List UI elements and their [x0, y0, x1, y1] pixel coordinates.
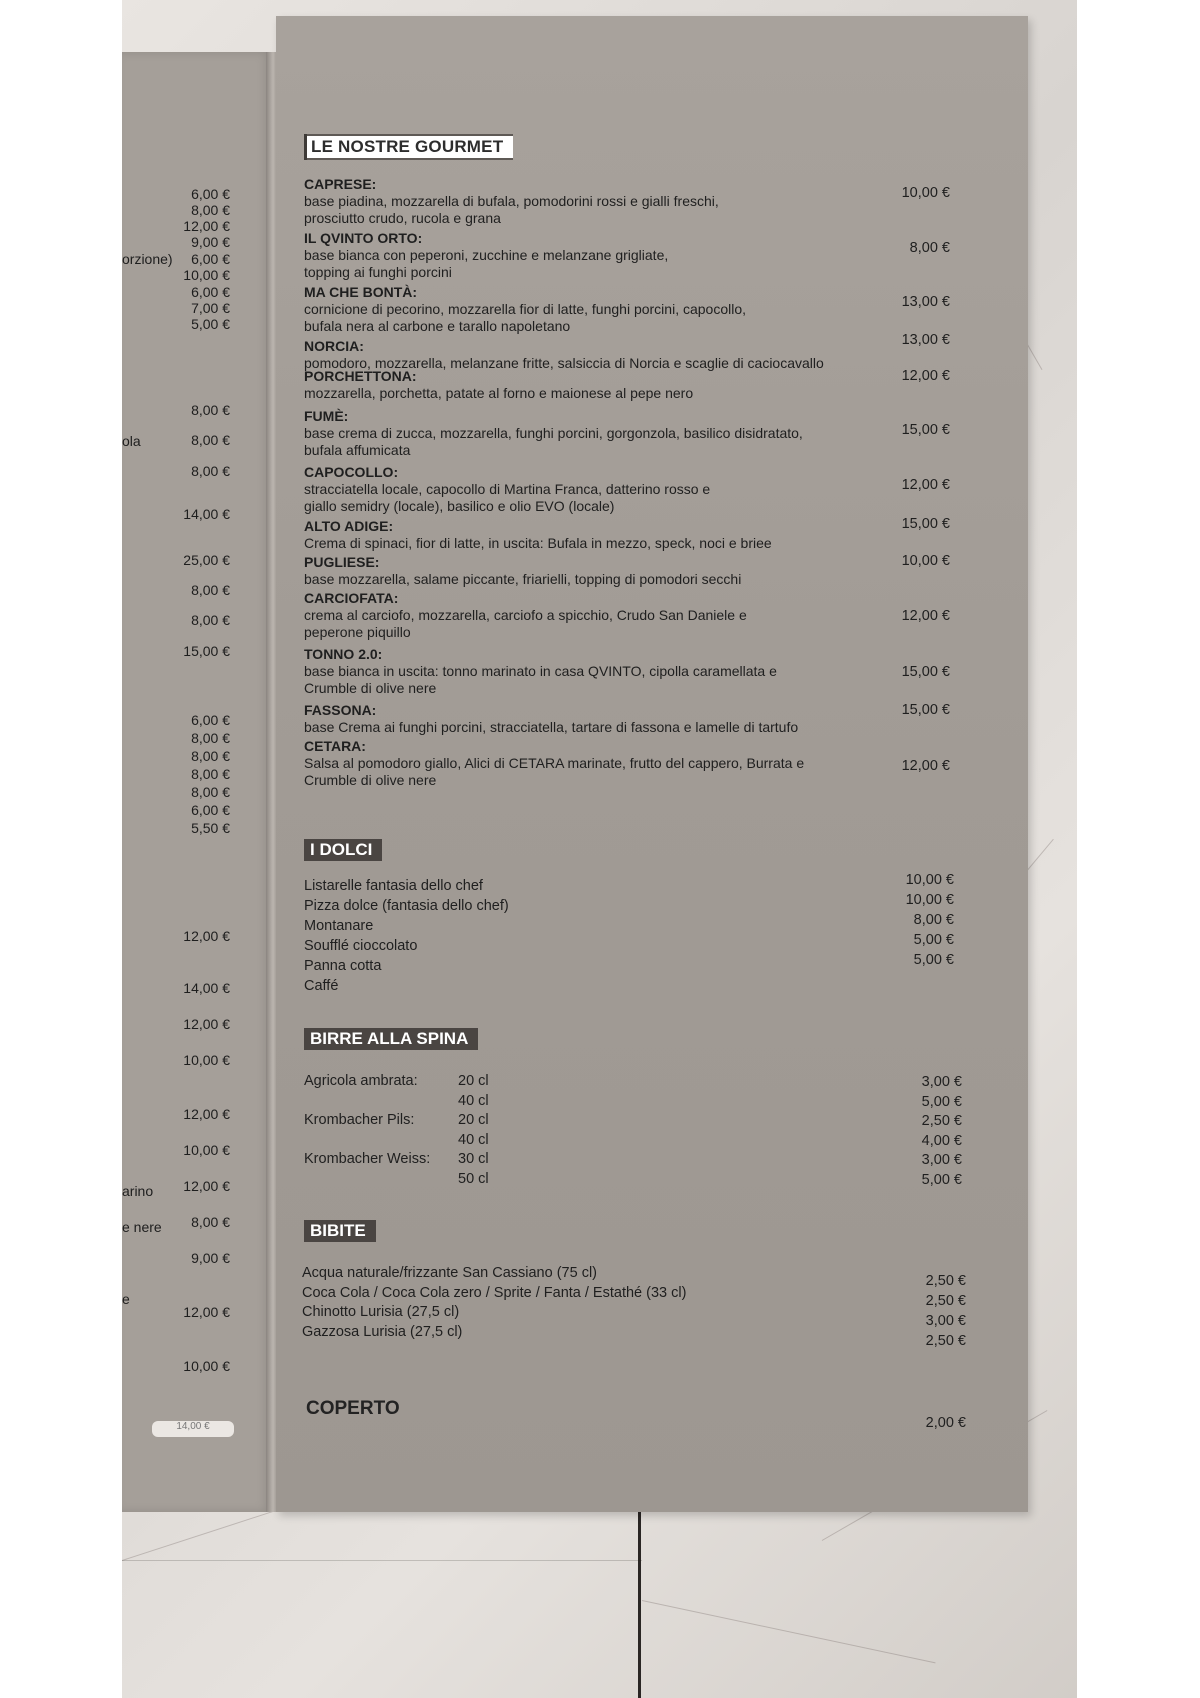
left-fragment: ola: [122, 433, 141, 449]
item-price: 12,00 €: [901, 368, 950, 384]
dessert-name: Listarelle fantasia dello chef: [304, 878, 483, 894]
item-description: pomodoro, mozzarella, melanzane fritte, salsiccia di Norcia e scaglie di caciocavallo: [304, 355, 824, 371]
item-price: 15,00 €: [901, 516, 950, 532]
beer-price: 4,00 €: [921, 1132, 962, 1149]
beer-size: 20 cl: [458, 1112, 489, 1128]
left-fragment: e nere: [122, 1219, 162, 1235]
dessert-name: Soufflé cioccolato: [304, 938, 418, 954]
left-price: 12,00 €: [183, 1106, 230, 1122]
menu-item: [304, 408, 864, 459]
beer-name: Krombacher Weiss:: [304, 1151, 431, 1167]
menu-item: [304, 554, 864, 588]
item-description: base bianca in uscita: tonno marinato in casa QVINTO, cipolla caramellata e: [304, 663, 777, 679]
left-price: 10,00 €: [183, 267, 230, 283]
left-price: 8,00 €: [191, 730, 230, 746]
menu-item: [304, 518, 864, 552]
left-price: 12,00 €: [183, 928, 230, 944]
item-description: prosciutto crudo, rucola e grana: [304, 210, 501, 226]
menu-item: [304, 284, 864, 335]
item-description: bufala affumicata: [304, 442, 411, 458]
item-price: 10,00 €: [901, 553, 950, 569]
drink-name: Gazzosa Lurisia (27,5 cl): [302, 1323, 463, 1340]
left-price: 10,00 €: [183, 1052, 230, 1068]
dessert-price: 10,00 €: [905, 892, 954, 908]
section-title-gourmet: LE NOSTRE GOURMET: [304, 134, 513, 160]
drink-name: Chinotto Lurisia (27,5 cl): [302, 1304, 460, 1320]
beer-size: 50 cl: [458, 1170, 489, 1187]
item-description: stracciatella locale, capocollo di Martina Franca, datterino rosso e: [304, 481, 711, 497]
beer-price: 3,00 €: [921, 1074, 962, 1090]
left-price: 10,00 €: [183, 1358, 230, 1374]
left-price: 12,00 €: [183, 1178, 230, 1194]
left-fragment: e: [122, 1291, 130, 1307]
left-price: 15,00 €: [183, 643, 230, 659]
left-price: 8,00 €: [191, 766, 230, 782]
menu-item: [304, 368, 864, 402]
item-name: PUGLIESE:: [304, 554, 380, 570]
left-price: 14,00 €: [183, 980, 230, 996]
item-description: base piadina, mozzarella di bufala, pomodorini rossi e gialli freschi,: [304, 193, 719, 209]
item-description: base mozzarella, salame piccante, friarielli, topping di pomodori secchi: [304, 571, 742, 587]
item-name: FUMÈ:: [304, 408, 349, 424]
beer-size: 40 cl: [458, 1131, 489, 1148]
dessert-price: 10,00 €: [905, 872, 954, 888]
left-price: 10,00 €: [183, 1142, 230, 1158]
dessert-price: 8,00 €: [913, 912, 954, 928]
left-price: 9,00 €: [191, 1250, 230, 1266]
drink-name: Acqua naturale/frizzante San Cassiano (75 cl): [302, 1265, 597, 1281]
beer-size: 20 cl: [458, 1073, 489, 1089]
left-price: 12,00 €: [183, 1016, 230, 1032]
item-name: ALTO ADIGE:: [304, 518, 394, 534]
left-price: 6,00 €: [191, 284, 230, 300]
left-price: 25,00 €: [183, 552, 230, 568]
item-description: cornicione di pecorino, mozzarella fior di latte, funghi porcini, capocollo,: [304, 301, 747, 317]
coperto-price: 2,00 €: [925, 1415, 966, 1431]
item-price: 10,00 €: [901, 185, 950, 201]
left-price: 8,00 €: [191, 432, 230, 448]
left-price: 9,00 €: [191, 234, 230, 250]
dessert-name: Panna cotta: [304, 958, 382, 974]
left-price: 8,00 €: [191, 748, 230, 764]
item-description: mozzarella, porchetta, patate al forno e maionese al pepe nero: [304, 385, 694, 401]
item-name: CARCIOFATA:: [304, 590, 399, 606]
left-price: 8,00 €: [191, 202, 230, 218]
item-description: peperone piquillo: [304, 624, 411, 640]
left-price: 5,50 €: [191, 820, 230, 836]
item-name: PORCHETTONA:: [304, 368, 417, 384]
left-price: 6,00 €: [191, 251, 230, 267]
drink-price: 2,50 €: [925, 1333, 966, 1349]
item-name: TONNO 2.0:: [304, 646, 383, 662]
left-fragment: arino: [122, 1183, 154, 1199]
menu-item: [304, 590, 864, 641]
item-description: Crema di spinaci, fior di latte, in uscita: Bufala in mezzo, speck, noci e briee: [304, 535, 772, 551]
section-title-bibite: BIBITE: [304, 1220, 376, 1242]
beer-price: 5,00 €: [921, 1093, 962, 1110]
item-name: CAPOCOLLO:: [304, 464, 399, 480]
price-sticker: 14,00 €: [152, 1421, 234, 1437]
beer-size: 30 cl: [458, 1151, 489, 1167]
left-price: 5,00 €: [191, 316, 230, 332]
beer-price: 5,00 €: [921, 1171, 962, 1188]
item-description: Crumble di olive nere: [304, 772, 437, 788]
item-name: MA CHE BONTÀ:: [304, 284, 418, 300]
beer-price: 2,50 €: [921, 1113, 962, 1129]
item-price: 15,00 €: [901, 422, 950, 438]
item-description: base crema di zucca, mozzarella, funghi porcini, gorgonzola, basilico disidratato,: [304, 425, 803, 441]
item-description: base bianca con peperoni, zucchine e melanzane grigliate,: [304, 247, 669, 263]
item-description: Crumble di olive nere: [304, 680, 437, 696]
item-name: IL QVINTO ORTO:: [304, 230, 423, 246]
dessert-price: 5,00 €: [913, 952, 954, 968]
menu-item: [304, 646, 864, 697]
item-price: 12,00 €: [901, 608, 950, 624]
left-price: 6,00 €: [191, 712, 230, 728]
dessert-name: Caffé: [304, 978, 339, 994]
menu-item: [304, 464, 864, 515]
item-name: CETARA:: [304, 738, 366, 754]
item-description: bufala nera al carbone e tarallo napoletano: [304, 318, 571, 334]
item-description: giallo semidry (locale), basilico e olio EVO (locale): [304, 498, 615, 514]
section-title-dolci: I DOLCI: [304, 839, 382, 861]
item-description: crema al carciofo, mozzarella, carciofo a spicchio, Crudo San Daniele e: [304, 607, 747, 623]
left-price: 12,00 €: [183, 1304, 230, 1320]
left-price: 8,00 €: [191, 582, 230, 598]
item-price: 15,00 €: [901, 702, 950, 718]
left-price: 8,00 €: [191, 1214, 230, 1230]
dessert-name: Montanare: [304, 918, 374, 934]
left-price: 7,00 €: [191, 300, 230, 316]
item-description: Salsa al pomodoro giallo, Alici di CETARA marinate, frutto del cappero, Burrata e: [304, 755, 805, 771]
item-name: NORCIA:: [304, 338, 364, 354]
left-fragment: orzione): [122, 251, 173, 267]
drink-price: 3,00 €: [925, 1313, 966, 1329]
menu-item: [304, 176, 864, 227]
item-description: topping ai funghi porcini: [304, 264, 452, 280]
left-price: 6,00 €: [191, 186, 230, 202]
beer-price: 3,00 €: [921, 1152, 962, 1168]
menu-item: [304, 702, 864, 736]
item-price: 12,00 €: [901, 758, 950, 774]
item-price: 15,00 €: [901, 664, 950, 680]
item-price: 8,00 €: [909, 240, 950, 256]
item-name: CAPRESE:: [304, 176, 377, 192]
drink-name: Coca Cola / Coca Cola zero / Sprite / Fanta / Estathé (33 cl): [302, 1284, 687, 1301]
dessert-name: Pizza dolce (fantasia dello chef): [304, 898, 509, 914]
item-price: 13,00 €: [901, 332, 950, 348]
left-price: 8,00 €: [191, 784, 230, 800]
beer-name: Krombacher Pils:: [304, 1112, 415, 1128]
item-description: base Crema ai funghi porcini, stracciatella, tartare di fassona e lamelle di tartufo: [304, 719, 799, 735]
left-price: 8,00 €: [191, 463, 230, 479]
beer-size: 40 cl: [458, 1092, 489, 1109]
beer-name: Agricola ambrata:: [304, 1073, 418, 1089]
left-price: 14,00 €: [183, 506, 230, 522]
menu-item: [304, 230, 864, 281]
section-title-birre: BIRRE ALLA SPINA: [304, 1028, 478, 1050]
drink-price: 2,50 €: [925, 1293, 966, 1309]
section-title-coperto: COPERTO: [306, 1398, 400, 1419]
menu-item: [304, 338, 864, 372]
item-price: 13,00 €: [901, 294, 950, 310]
left-price: 8,00 €: [191, 402, 230, 418]
dessert-price: 5,00 €: [913, 932, 954, 948]
menu-item: [304, 738, 864, 789]
left-price: 12,00 €: [183, 218, 230, 234]
drink-price: 2,50 €: [925, 1273, 966, 1289]
item-price: 12,00 €: [901, 477, 950, 493]
item-name: FASSONA:: [304, 702, 377, 718]
left-price: 8,00 €: [191, 612, 230, 628]
left-price: 6,00 €: [191, 802, 230, 818]
